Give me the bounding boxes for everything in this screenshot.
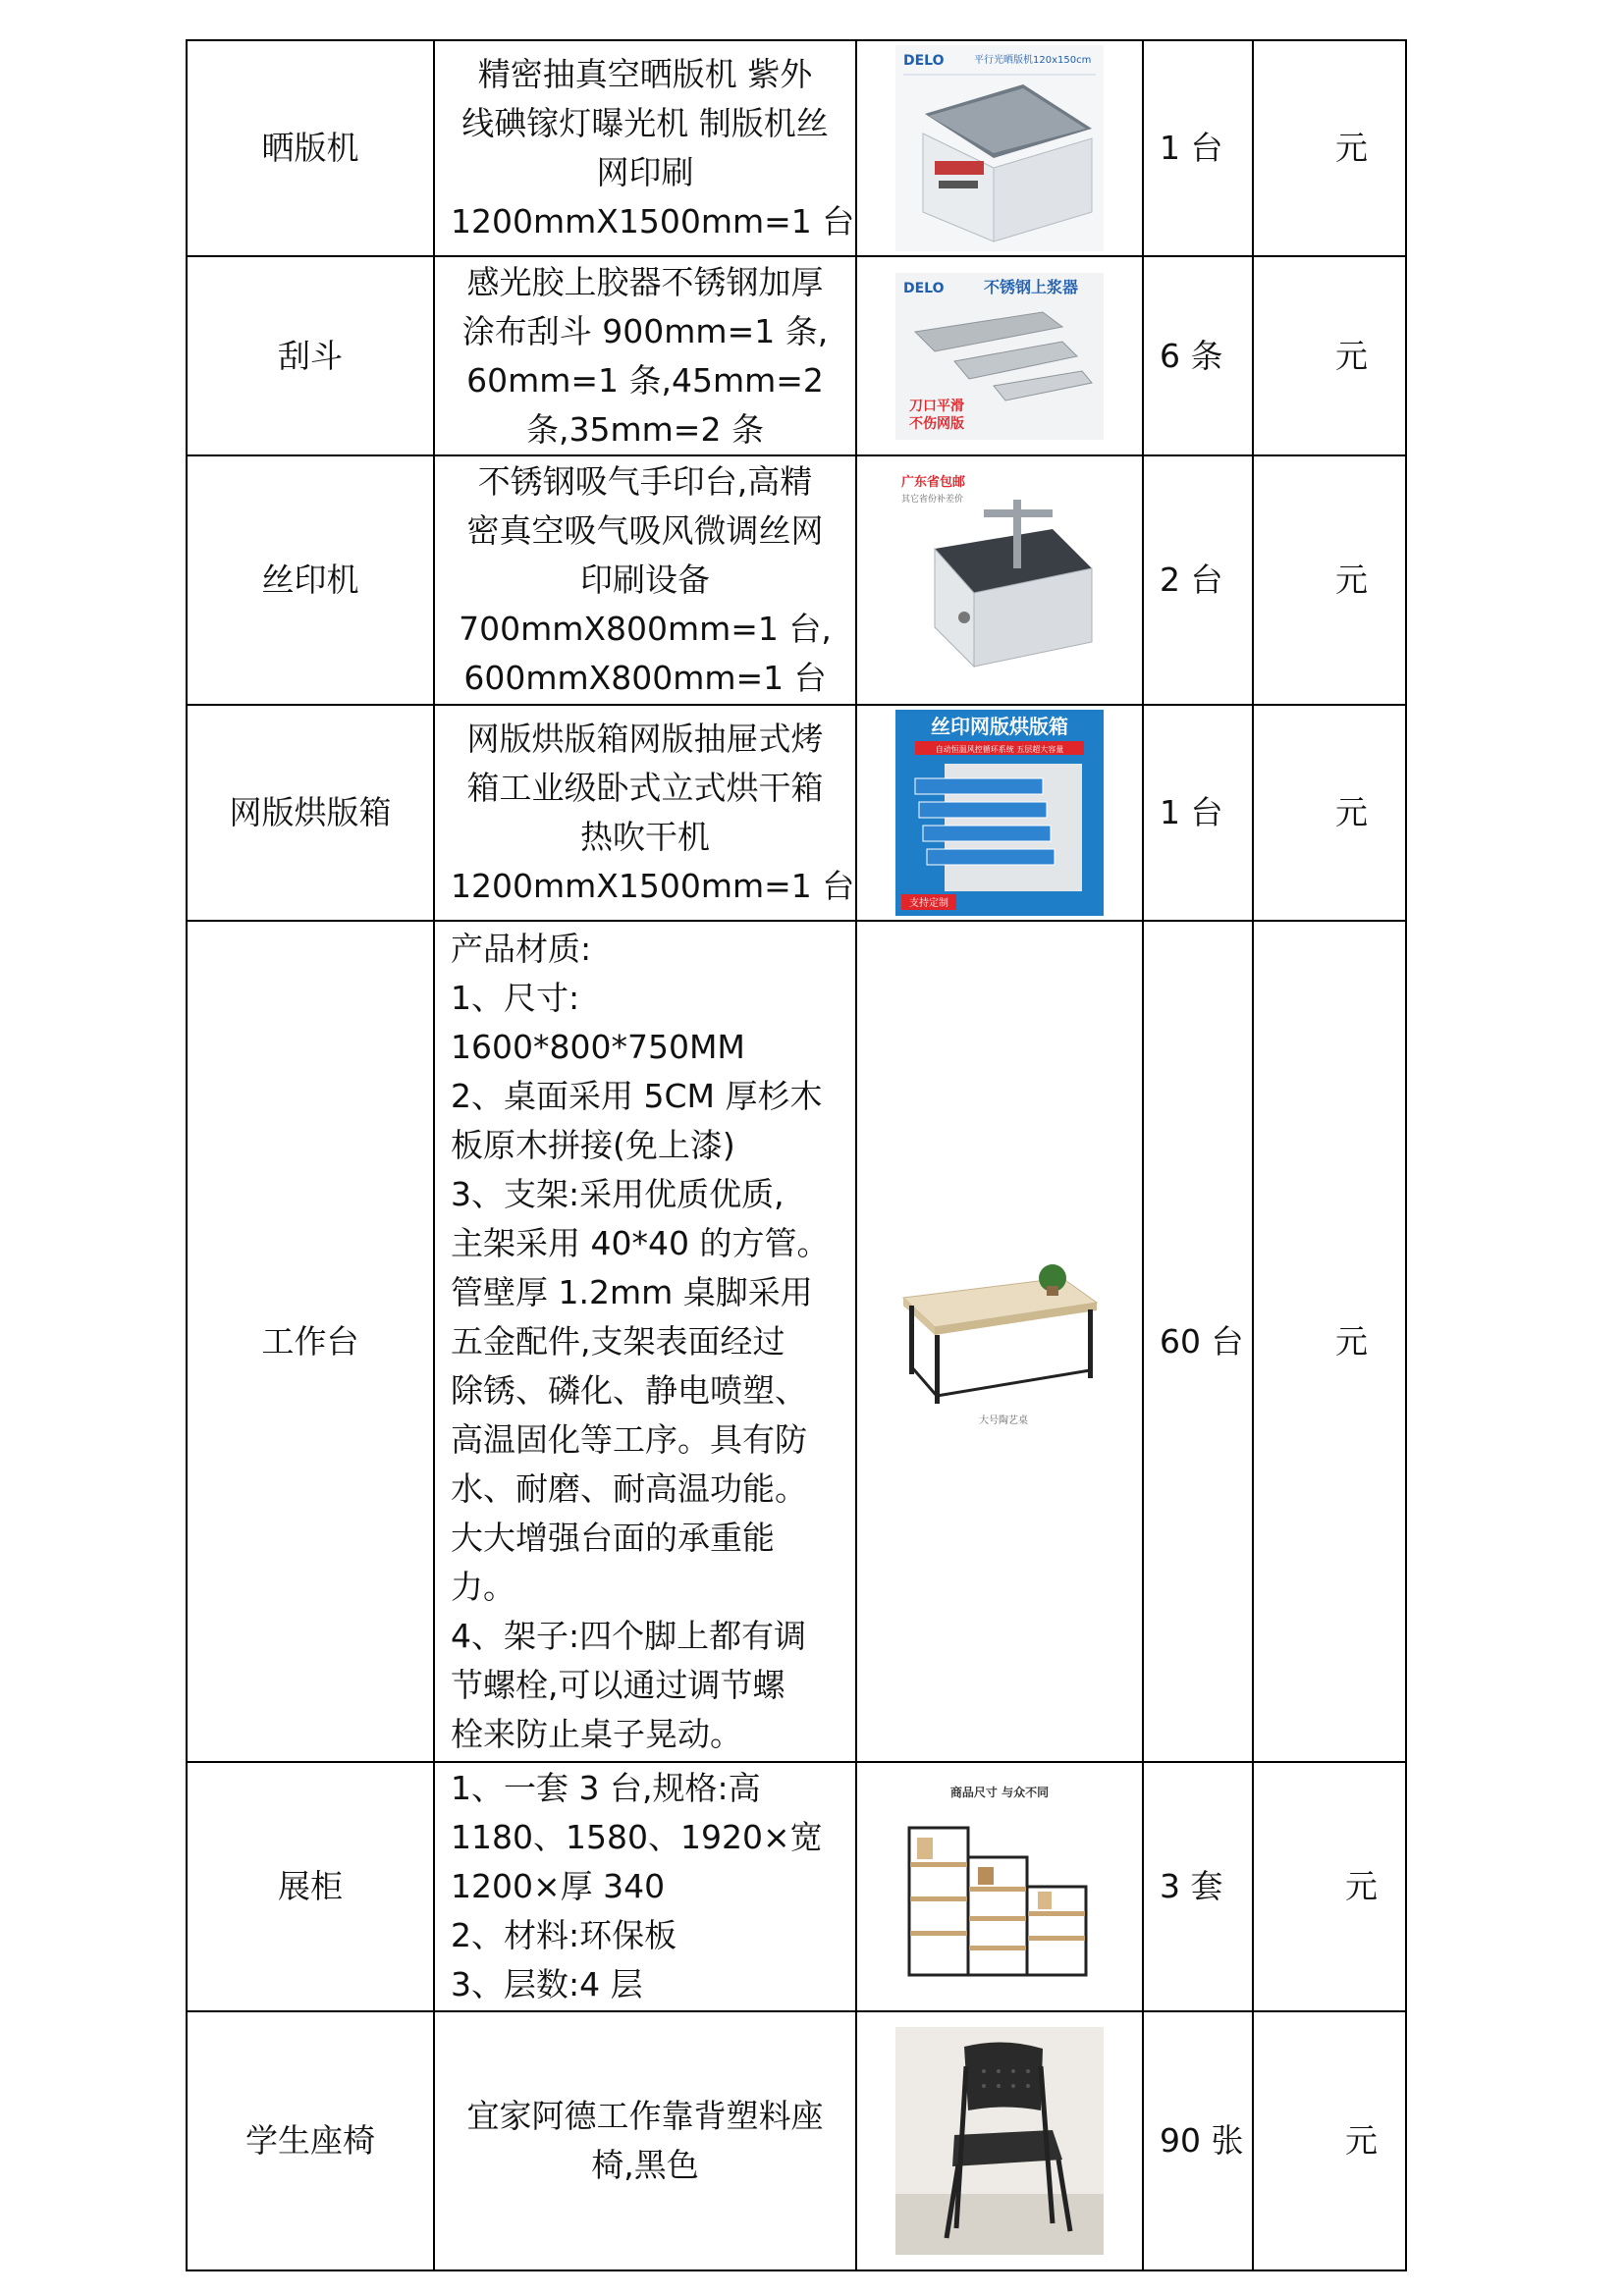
item-name: 展柜: [187, 1762, 434, 2011]
spec-line: 2、材料:环保板: [451, 1916, 677, 1954]
spec-line: 2、桌面采用 5CM 厚杉木: [451, 1076, 823, 1115]
brand-logo: DELO: [903, 280, 945, 296]
spec-line: 感光胶上胶器不锈钢加厚: [466, 262, 824, 301]
price-unit: 元: [1253, 921, 1406, 1762]
item-spec: [434, 2011, 856, 2270]
price-unit: 元: [1253, 40, 1406, 256]
brand-logo: DELO: [903, 53, 945, 69]
spec-line: 网印刷: [596, 153, 694, 191]
quantity: 1 台: [1143, 40, 1253, 256]
product-image-cell: [856, 256, 1143, 455]
item-spec: [434, 1762, 856, 2011]
spec-line: 网版烘版箱网版抽屉式烤: [466, 720, 824, 758]
spec-line: 五金配件,支架表面经过: [451, 1321, 785, 1361]
spec-line: 1、尺寸:: [451, 978, 580, 1017]
quantity: 2 台: [1143, 455, 1253, 705]
spec-line: 4、架子:四个脚上都有调: [451, 1616, 807, 1655]
product-image-cell: [856, 455, 1143, 705]
product-image-cell: [856, 1762, 1143, 2011]
image-caption: 其它省份补差价: [901, 494, 964, 505]
spec-line: 1、一套 3 台,规格:高: [451, 1769, 761, 1807]
spec-line: 1180、1580、1920×宽: [451, 1818, 823, 1856]
table-row: [187, 455, 1406, 705]
spec-line: 60mm=1 条,45mm=2: [466, 360, 824, 400]
table-row: [187, 40, 1406, 256]
spec-line: 产品材质:: [451, 929, 592, 968]
equipment-table: [186, 39, 1407, 2271]
item-name: 学生座椅: [187, 2011, 434, 2270]
spec-line: 栓来防止桌子晃动。: [451, 1714, 742, 1753]
item-spec: [434, 921, 856, 1762]
product-image-cell: [856, 40, 1143, 256]
item-spec: [434, 40, 856, 256]
spec-line: 节螺栓,可以通过调节螺: [451, 1665, 785, 1704]
image-caption: 平行光晒版机120x150cm: [974, 55, 1092, 66]
quantity: 6 条: [1143, 256, 1253, 455]
price-unit: 元: [1253, 705, 1406, 921]
product-image-cell: [856, 705, 1143, 921]
spec-line: 板原木拼接(免上漆): [451, 1125, 735, 1164]
item-name: 晒版机: [187, 40, 434, 256]
badge-text: 刀口平滑: [909, 398, 964, 414]
price-unit: 元: [1253, 455, 1406, 705]
item-name: 网版烘版箱: [187, 705, 434, 921]
product-image-cell: [856, 921, 1143, 1762]
workbench-image: [895, 1249, 1104, 1435]
spec-line: 高温固化等工序。具有防: [451, 1419, 807, 1459]
spec-line: 除锈、磷化、静电喷塑、: [451, 1370, 807, 1410]
badge-text: 广东省包邮: [901, 474, 966, 490]
spec-line: 热吹干机: [580, 818, 710, 856]
image-title: 商品尺寸 与众不同: [949, 1786, 1050, 1799]
spec-line: 印刷设备: [580, 561, 710, 599]
image-caption: 大号陶艺桌: [979, 1415, 1028, 1426]
price-unit: 元: [1253, 2011, 1406, 2270]
spec-line: 管壁厚 1.2mm 桌脚采用: [451, 1272, 813, 1311]
spec-line: 涂布刮斗 900mm=1 条,: [461, 311, 829, 350]
spec-line: 椅,黑色: [591, 2146, 699, 2184]
table-row: [187, 1762, 1406, 2011]
table-row: [187, 705, 1406, 921]
price-unit: 元: [1253, 256, 1406, 455]
spec-line: 600mmX800mm=1 台: [463, 659, 827, 697]
image-caption: 不锈钢上浆器: [984, 277, 1079, 296]
product-image-cell: [856, 2011, 1143, 2270]
spec-line: 力。: [451, 1567, 515, 1606]
quantity: 3 套: [1143, 1762, 1253, 2011]
coating-trough-image: [895, 273, 1104, 440]
display-shelf-image: [895, 1779, 1104, 1995]
exposure-machine-image: [895, 45, 1104, 251]
badge-text: 支持定制: [909, 898, 948, 909]
item-name: 刮斗: [187, 256, 434, 455]
image-title: 丝印网版烘版箱: [931, 715, 1068, 738]
spec-line: 3、层数:4 层: [451, 1965, 643, 2003]
spec-line: 宜家阿德工作靠背塑料座: [466, 2097, 824, 2135]
item-spec: [434, 455, 856, 705]
price-unit: 元: [1253, 1762, 1406, 2011]
item-spec: [434, 256, 856, 455]
spec-line: 700mmX800mm=1 台,: [459, 610, 832, 648]
drying-cabinet-image: [895, 710, 1104, 916]
table-row: [187, 921, 1406, 1762]
spec-line: 密真空吸气吸风微调丝网: [466, 511, 824, 550]
spec-line: 1200mmX1500mm=1 台: [451, 867, 855, 905]
screen-printer-image: [895, 470, 1104, 691]
item-name: 丝印机: [187, 455, 434, 705]
spec-line: 1200×厚 340: [451, 1867, 666, 1905]
image-subtitle: 自动恒温风控循环系统 五层超大容量: [935, 745, 1064, 754]
spec-line: 主架采用 40*40 的方管。: [451, 1223, 830, 1262]
spec-line: 箱工业级卧式立式烘干箱: [466, 769, 824, 807]
chair-image: [895, 2027, 1104, 2255]
table-row: [187, 2011, 1406, 2270]
item-name: 工作台: [187, 921, 434, 1762]
table-row: [187, 256, 1406, 455]
quantity: 1 台: [1143, 705, 1253, 921]
spec-line: 大大增强台面的承重能: [451, 1518, 775, 1557]
badge-text: 不伤网版: [909, 415, 964, 432]
spec-line: 线碘镓灯曝光机 制版机丝: [461, 104, 829, 142]
item-spec: [434, 705, 856, 921]
spec-line: 精密抽真空晒版机 紫外: [477, 55, 813, 93]
spec-line: 不锈钢吸气手印台,高精: [477, 462, 813, 501]
quantity: 60 台: [1143, 921, 1253, 1762]
spec-line: 水、耐磨、耐高温功能。: [451, 1468, 807, 1508]
spec-line: 1200mmX1500mm=1 台: [451, 202, 855, 240]
spec-line: 1600*800*750MM: [451, 1027, 745, 1066]
spec-line: 3、支架:采用优质优质,: [451, 1174, 785, 1213]
quantity: 90 张: [1143, 2011, 1253, 2270]
spec-line: 条,35mm=2 条: [526, 409, 764, 449]
